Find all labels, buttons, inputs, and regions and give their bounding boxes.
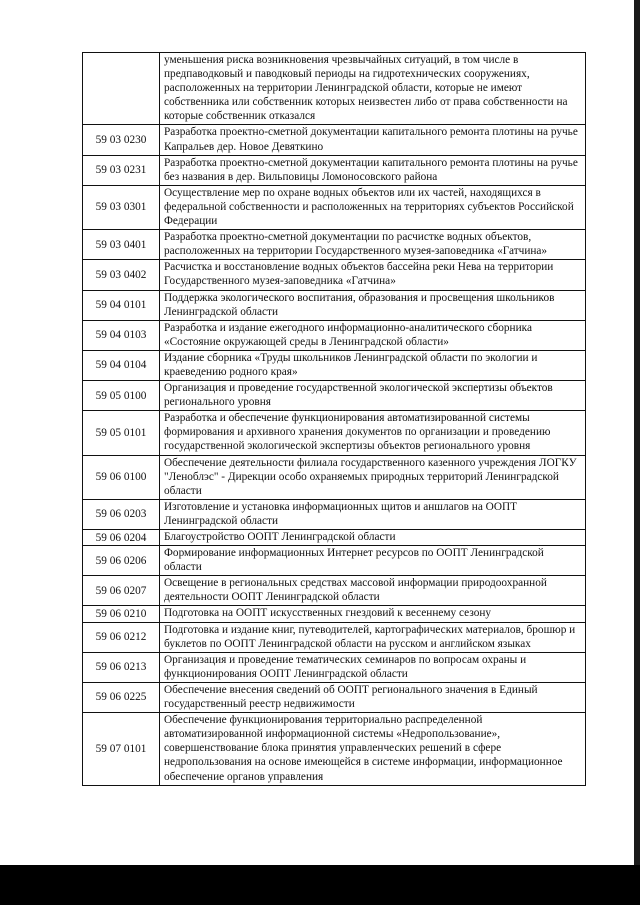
- description-cell: Разработка и обеспечение функционирования автоматизированной системы формирования и архивного хранения документов по организации и проведению государственной экологической экспертизы объектов регионального уровня: [160, 411, 586, 455]
- code-cell: [83, 53, 160, 125]
- code-cell: 59 06 0213: [83, 652, 160, 682]
- table-row: [83, 185, 586, 229]
- table-row: [83, 125, 586, 155]
- code-cell: 59 06 0203: [83, 499, 160, 529]
- description-cell: Обеспечение функционирования территориально распределенной автоматизированной информационной системы «Недропользование», совершенствование блока принятия управленческих решений в сфере недропользования на основе имеющейся в системе информации, информационное обеспечение органов управления: [160, 713, 586, 785]
- description-cell: Поддержка экологического воспитания, образования и просвещения школьников Ленинградской области: [160, 290, 586, 320]
- description-cell: Формирование информационных Интернет ресурсов по ООПТ Ленинградской области: [160, 546, 586, 576]
- description-cell: Обеспечение внесения сведений об ООПТ регионального значения в Единый государственный реестр недвижимости: [160, 682, 586, 712]
- table-row: [83, 290, 586, 320]
- table-row: [83, 320, 586, 350]
- scan-bottom-band: [0, 865, 640, 905]
- code-cell: 59 05 0101: [83, 411, 160, 455]
- code-cell: 59 03 0402: [83, 260, 160, 290]
- code-cell: 59 04 0104: [83, 350, 160, 380]
- description-cell: Изготовление и установка информационных щитов и аншлагов на ООПТ Ленинградской области: [160, 499, 586, 529]
- table-row: [83, 652, 586, 682]
- budget-classification-table: [82, 52, 586, 786]
- code-cell: 59 06 0210: [83, 606, 160, 622]
- description-cell: Разработка проектно-сметной документации по расчистке водных объектов, расположенных на территории Государственного музея-заповедника «Гатчина»: [160, 230, 586, 260]
- code-cell: 59 03 0301: [83, 185, 160, 229]
- table-row: [83, 53, 586, 125]
- code-cell: 59 03 0401: [83, 230, 160, 260]
- description-cell: Подготовка и издание книг, путеводителей, картографических материалов, брошюр и буклетов по ООПТ Ленинградской области на русском и английском языках: [160, 622, 586, 652]
- table-row: [83, 499, 586, 529]
- table-row: [83, 713, 586, 785]
- description-cell: Обеспечение деятельности филиала государственного казенного учреждения ЛОГКУ "Леноблэс" - Дирекции особо охраняемых природных территорий Ленинградской области: [160, 455, 586, 499]
- description-cell: Организация и проведение тематических семинаров по вопросам охраны и функционирования ООПТ Ленинградской области: [160, 652, 586, 682]
- code-cell: 59 06 0212: [83, 622, 160, 652]
- table-row: [83, 350, 586, 380]
- description-cell: Организация и проведение государственной экологической экспертизы объектов регионального уровня: [160, 381, 586, 411]
- description-cell: Разработка проектно-сметной документации капитального ремонта плотины на ручье Капральев дер. Новое Девяткино: [160, 125, 586, 155]
- table-row: [83, 622, 586, 652]
- code-cell: 59 06 0206: [83, 546, 160, 576]
- description-cell: Подготовка на ООПТ искусственных гнездовий к весеннему сезону: [160, 606, 586, 622]
- table-row: [83, 606, 586, 622]
- code-cell: 59 04 0101: [83, 290, 160, 320]
- code-cell: 59 06 0225: [83, 682, 160, 712]
- description-cell: Освещение в региональных средствах массовой информации природоохранной деятельности ООПТ Ленинградской области: [160, 576, 586, 606]
- table-row: [83, 530, 586, 546]
- description-cell: Благоустройство ООПТ Ленинградской области: [160, 530, 586, 546]
- code-cell: 59 04 0103: [83, 320, 160, 350]
- code-cell: 59 05 0100: [83, 381, 160, 411]
- table-row: [83, 455, 586, 499]
- code-cell: 59 03 0230: [83, 125, 160, 155]
- table-row: [83, 682, 586, 712]
- description-cell: Разработка и издание ежегодного информационно-аналитического сборника «Состояние окружающей среды в Ленинградской области»: [160, 320, 586, 350]
- code-cell: 59 07 0101: [83, 713, 160, 785]
- table-row: [83, 546, 586, 576]
- description-cell: Осуществление мер по охране водных объектов или их частей, находящихся в федеральной собственности и расположенных на территориях субъектов Российской Федерации: [160, 185, 586, 229]
- description-cell: Расчистка и восстановление водных объектов бассейна реки Нева на территории Государственного музея-заповедника «Гатчина»: [160, 260, 586, 290]
- code-cell: 59 03 0231: [83, 155, 160, 185]
- description-cell: Издание сборника «Труды школьников Ленинградской области по экологии и краеведению родного края»: [160, 350, 586, 380]
- code-cell: 59 06 0100: [83, 455, 160, 499]
- code-cell: 59 06 0207: [83, 576, 160, 606]
- table-row: [83, 230, 586, 260]
- scan-edge-mark: [634, 0, 640, 880]
- table-body: [83, 53, 586, 786]
- table-row: [83, 576, 586, 606]
- table-row: [83, 260, 586, 290]
- table-row: [83, 155, 586, 185]
- code-cell: 59 06 0204: [83, 530, 160, 546]
- table-row: [83, 411, 586, 455]
- table-row: [83, 381, 586, 411]
- description-cell: уменьшения риска возникновения чрезвычайных ситуаций, в том числе в предпаводковый и паводковый периоды на гидротехнических сооружениях, расположенных на территории Ленинградской области, которые не имеют собственника или собственник которых неизвестен либо от права собственности на которые собственник отказался: [160, 53, 586, 125]
- description-cell: Разработка проектно-сметной документации капитального ремонта плотины на ручье без названия в дер. Вильповицы Ломоносовского района: [160, 155, 586, 185]
